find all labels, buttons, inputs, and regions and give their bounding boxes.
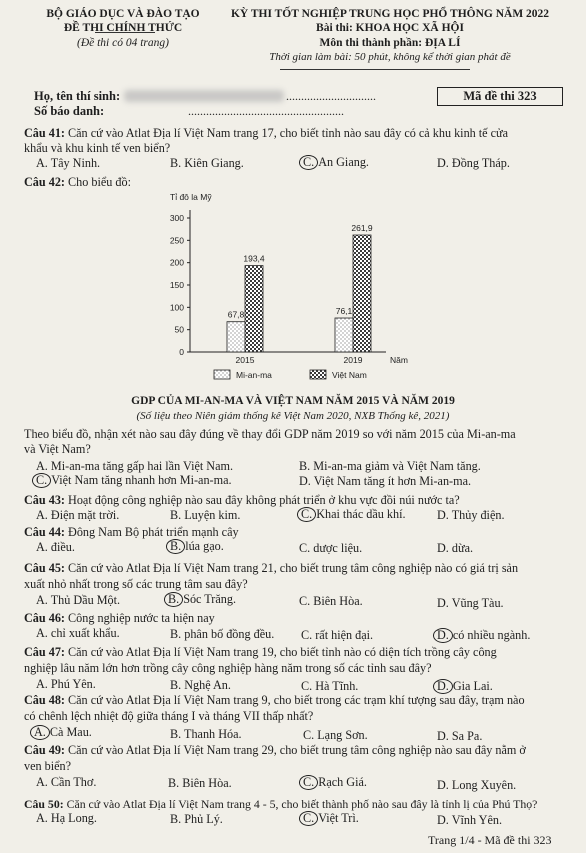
sbd-label: Số báo danh: — [34, 104, 105, 118]
q46-option-d[interactable]: D. có nhiều ngành. — [433, 628, 530, 643]
q41-option-b[interactable]: B. Kiên Giang. — [170, 156, 244, 170]
q42-option-a[interactable]: A. Mi-an-ma tăng gấp hai lần Việt Nam. — [36, 459, 234, 473]
subject-exam: Bài thi: KHOA HỌC XÃ HỘI — [316, 22, 464, 34]
time-note: Thời gian làm bài: 50 phút, không kể thời gian phát đề — [269, 51, 511, 63]
q43-option-c[interactable]: C. Khai thác dầu khí. — [297, 507, 406, 522]
q46-option-c[interactable]: C. rất hiện đại. — [301, 628, 374, 642]
q49-option-a[interactable]: A. Cần Thơ. — [36, 775, 97, 789]
q44-option-b[interactable]: B. lúa gạo. — [166, 539, 224, 554]
legend-swatch — [214, 370, 230, 379]
exam-title: KỲ THI TỐT NGHIỆP TRUNG HỌC PHỔ THÔNG NĂM 2022 — [230, 8, 550, 20]
question-42-stem-line2: và Việt Nam? — [24, 442, 91, 456]
sbd-dots: .................................................... — [188, 104, 344, 118]
bar-vietnam-2015 — [245, 266, 263, 352]
q45-option-d[interactable]: D. Vũng Tàu. — [437, 596, 504, 610]
q49-option-c[interactable]: C. Rạch Giá. — [299, 775, 367, 790]
gdp-bar-chart — [150, 188, 440, 388]
q41-option-d[interactable]: D. Đồng Tháp. — [437, 156, 510, 170]
q45-option-b[interactable]: B. Sóc Trăng. — [164, 592, 236, 607]
y-tick-label: 250 — [169, 235, 184, 246]
question-47-line2: nghiệp lâu năm lớn hơn trồng cây công nghiệp hàng năm trong số các tỉnh sau đây? — [24, 661, 432, 675]
y-tick-label: 150 — [169, 280, 184, 290]
q50-option-b[interactable]: B. Phủ Lý. — [170, 812, 223, 826]
bar-value-label: 67,8 — [227, 309, 245, 320]
bar-myanmar-2019 — [335, 318, 353, 352]
question-49: Câu 49: Căn cứ vào Atlat Địa lí Việt Nam trang 29, cho biết trung tâm công nghiệp nào sau đây nằm ở — [24, 743, 526, 757]
q48-option-a[interactable]: A. Cà Mau. — [30, 725, 92, 740]
y-tick-label: 100 — [169, 302, 184, 313]
q48-option-c[interactable]: C. Lạng Sơn. — [303, 728, 368, 742]
q42-option-c[interactable]: C. Việt Nam tăng nhanh hơn Mi-an-ma. — [32, 473, 232, 488]
question-48-line2: có chênh lệch nhiệt độ giữa tháng I và tháng VII thấp nhất? — [24, 709, 314, 723]
redacted-name — [124, 90, 284, 102]
y-tick-label: 200 — [169, 257, 184, 268]
q47-option-a[interactable]: A. Phú Yên. — [36, 677, 96, 691]
chart-caption: GDP CỦA MI-AN-MA VÀ VIỆT NAM NĂM 2015 VÀ NĂM 2019 — [131, 395, 455, 407]
question-41-line2: khẩu và khu kinh tế ven biển? — [24, 141, 171, 155]
q48-option-b[interactable]: B. Thanh Hóa. — [170, 727, 242, 741]
question-44: Câu 44: Đông Nam Bộ phát triển mạnh cây — [24, 525, 239, 539]
bar-value-label: 193,4 — [243, 253, 265, 264]
q44-option-a[interactable]: A. điều. — [36, 540, 75, 554]
q42-option-b[interactable]: B. Mi-an-ma giảm và Việt Nam tăng. — [299, 459, 481, 473]
q49-option-b[interactable]: B. Biên Hòa. — [168, 776, 232, 790]
question-42-stem: Theo biểu đồ, nhận xét nào sau đây đúng về thay đổi GDP năm 2019 so với năm 2015 của Mi-an-ma — [24, 427, 516, 441]
q42-option-d[interactable]: D. Việt Nam tăng ít hơn Mi-an-ma. — [299, 474, 472, 488]
question-48: Câu 48: Căn cứ vào Atlat Địa lí Việt Nam trang 9, cho biết trong các trạm khí tượng sau đây, trạm nào — [24, 693, 525, 707]
q48-option-d[interactable]: D. Sa Pa. — [437, 729, 483, 743]
bar-vietnam-2019 — [353, 235, 371, 352]
x-tick-label: 2019 — [343, 355, 363, 365]
header-divider-right — [280, 69, 470, 70]
q45-option-a[interactable]: A. Thủ Dầu Một. — [36, 593, 121, 607]
q43-option-a[interactable]: A. Điện mặt trời. — [36, 508, 120, 522]
q45-option-c[interactable]: C. Biên Hòa. — [299, 594, 363, 608]
official-label: ĐỀ THI CHÍNH THỨC — [63, 22, 183, 34]
question-41: Câu 41: Căn cứ vào Atlat Địa lí Việt Nam trang 17, cho biết tỉnh nào sau đây có cả khu kinh tế cửa — [24, 126, 509, 140]
question-46: Câu 46: Công nghiệp nước ta hiện nay — [24, 611, 215, 625]
bar-value-label: 76,1 — [335, 306, 353, 317]
q43-option-b[interactable]: B. Luyện kim. — [170, 508, 241, 522]
q49-option-d[interactable]: D. Long Xuyên. — [437, 778, 517, 792]
q43-option-d[interactable]: D. Thủy điện. — [437, 508, 505, 522]
component-subject: Môn thi thành phần: ĐỊA LÍ — [319, 37, 461, 49]
y-axis-label: Tỉ đô la Mỹ — [170, 192, 212, 202]
x-tick-label: 2015 — [235, 355, 255, 365]
q41-option-c[interactable]: C. An Giang. — [299, 155, 369, 170]
question-45: Câu 45: Căn cứ vào Atlat Địa lí Việt Nam trang 21, cho biết trung tâm công nghiệp nào có giá trị sản — [24, 561, 519, 575]
name-dots: .............................. — [286, 89, 376, 103]
bar-myanmar-2015 — [227, 322, 245, 352]
question-45-line2: xuất nhỏ nhất trong số các trung tâm sau đây? — [24, 577, 248, 591]
question-50: Câu 50: Căn cứ vào Atlat Địa lí Việt Nam trang 4 - 5, cho biết thành phố nào sau đây là tỉnh lị của Phú Thọ? — [24, 797, 538, 811]
y-tick-label: 300 — [169, 213, 184, 223]
question-49-line2: ven biển? — [24, 759, 72, 773]
q50-option-a[interactable]: A. Hạ Long. — [36, 811, 97, 825]
q46-option-a[interactable]: A. chỉ xuất khẩu. — [36, 626, 120, 640]
pages-note: (Đề thi có 04 trang) — [77, 37, 169, 49]
q47-option-d[interactable]: D. Gia Lai. — [433, 679, 493, 694]
q47-option-c[interactable]: C. Hà Tĩnh. — [301, 679, 359, 693]
q50-option-d[interactable]: D. Vĩnh Yên. — [437, 813, 503, 827]
q46-option-b[interactable]: B. phân bố đồng đều. — [170, 627, 275, 641]
candidate-name-label: Họ, tên thí sinh: — [34, 89, 121, 103]
header-divider — [95, 32, 155, 33]
q44-option-d[interactable]: D. dừa. — [437, 541, 474, 555]
y-tick-label: 50 — [174, 324, 184, 335]
q47-option-b[interactable]: B. Nghệ An. — [170, 678, 231, 692]
legend-label: Mi-an-ma — [236, 370, 272, 380]
chart-source: (Số liệu theo Niên giám thống kê Việt Nam 2020, NXB Thống kê, 2021) — [136, 410, 450, 422]
ministry-name: BỘ GIÁO DỤC VÀ ĐÀO TẠO — [46, 8, 200, 20]
question-42: Câu 42: Cho biểu đồ: — [24, 175, 131, 189]
bar-value-label: 261,9 — [351, 223, 373, 234]
y-tick-label: 0 — [179, 347, 184, 357]
q41-option-a[interactable]: A. Tây Ninh. — [36, 156, 101, 170]
legend-label: Việt Nam — [332, 370, 367, 380]
exam-code-box: Mã đề thi 323 — [437, 87, 563, 106]
x-axis-label: Năm — [390, 355, 408, 365]
page-footer: Trang 1/4 - Mã đề thi 323 — [428, 833, 552, 847]
question-47: Câu 47: Căn cứ vào Atlat Địa lí Việt Nam trang 19, cho biết tỉnh nào có diện tích trồng cây công — [24, 645, 497, 659]
q50-option-c[interactable]: C. Việt Trì. — [299, 811, 359, 826]
legend-swatch — [310, 370, 326, 379]
q44-option-c[interactable]: C. dược liệu. — [299, 541, 363, 555]
question-43: Câu 43: Hoạt động công nghiệp nào sau đây không phát triển ở khu vực đồi núi nước ta? — [24, 493, 460, 507]
